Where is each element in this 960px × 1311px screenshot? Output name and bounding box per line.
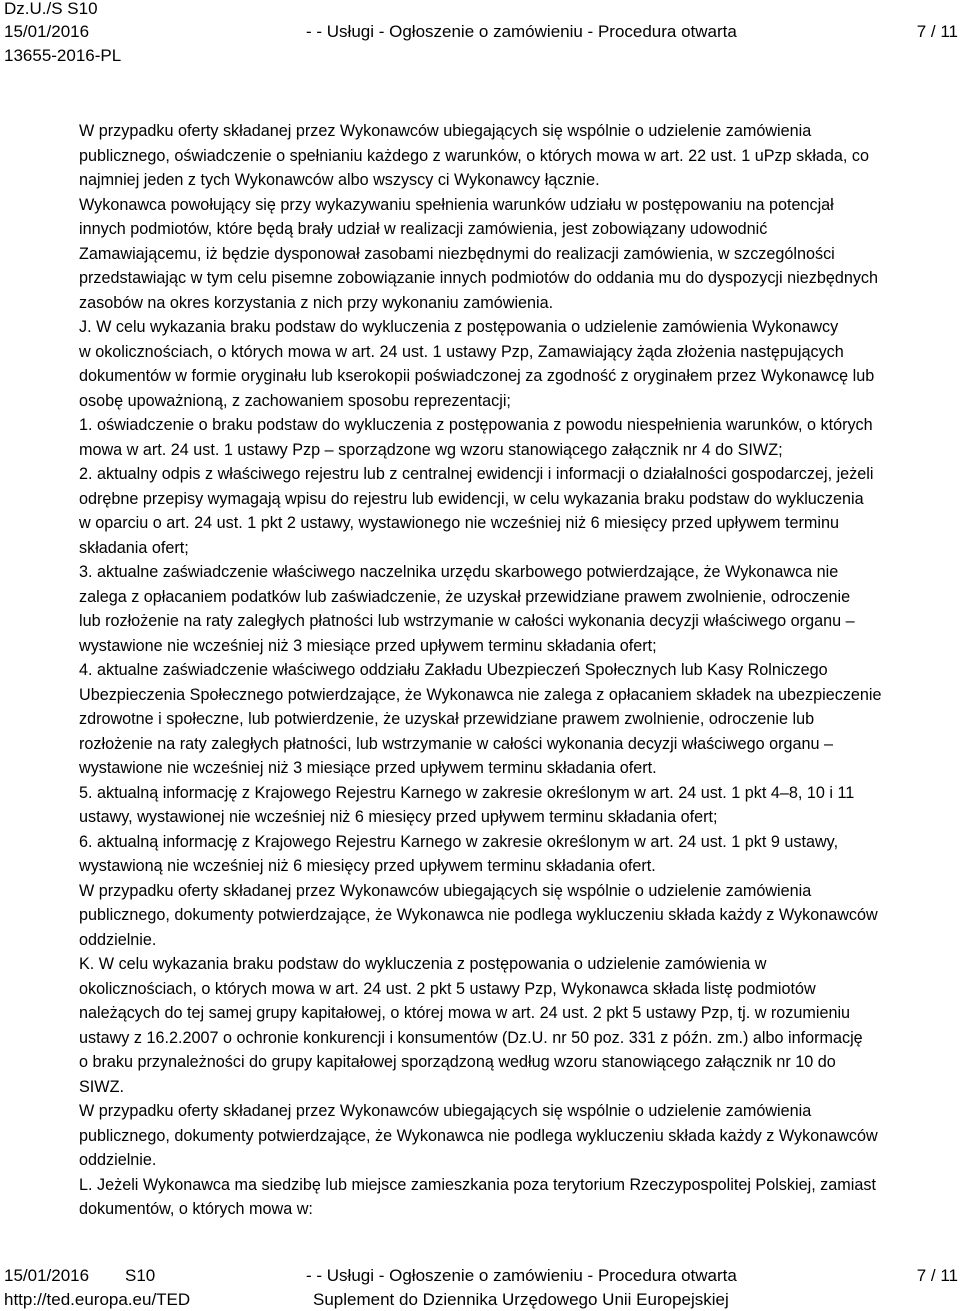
header-page-number: 7 / 11 [916, 22, 958, 41]
body-line: zdrowotne i społeczne, lub potwierdzenie, że uzyskał przewidziane prawem zwolnienie, odroczenie lub [79, 710, 815, 728]
body-line: wystawione nie wcześniej niż 3 miesiące przed upływem terminu składania ofert; [79, 636, 657, 655]
body-line: ustawy, wystawionej nie wcześniej niż 6 miesięcy przed upływem terminu składania ofert; [79, 808, 718, 826]
body-line: oddzielnie. [79, 1151, 157, 1169]
body-line: oddzielnie. [79, 930, 157, 949]
footer-page-number: 7 / 11 [916, 1266, 958, 1285]
body-line: zalega z opłacaniem podatków lub zaświadczenie, że uzyskał przewidziane prawem zwolnienie, odroczenie [79, 587, 851, 606]
body-line: Wykonawca powołujący się przy wykazywaniu spełnienia warunków udziału w postępowaniu na potencjał [79, 195, 834, 214]
body-line: W przypadku oferty składanej przez Wykonawców ubiegających się wspólnie o udzielenie zamówienia [79, 122, 812, 140]
footer-date: 15/01/2016 [4, 1266, 90, 1285]
body-line: 3. aktualne zaświadczenie właściwego naczelnika urzędu skarbowego potwierdzające, że Wykonawca nie [79, 563, 839, 581]
body-line: należących do tej samej grupy kapitałowej, o której mowa w art. 24 ust. 2 pkt 5 ustawy Pzp, tj. w rozumieniu [79, 1004, 851, 1022]
body-line: Zamawiającemu, iż będzie dysponował zasobami niezbędnymi do realizacji zamówienia, w szczególności [79, 244, 835, 263]
body-line: publicznego, dokumenty potwierdzające, że Wykonawca nie podlega wykluczeniu składa każdy z Wykonawców [79, 906, 878, 924]
body-line: 6. aktualną informację z Krajowego Rejestru Karnego w zakresie określonym w art. 24 ust. 1 pkt 9 ustawy, [79, 832, 839, 851]
body-line: 1. oświadczenie o braku podstaw do wykluczenia z postępowania z powodu niespełnienia warunków, o których [79, 416, 873, 434]
body-line: W przypadku oferty składanej przez Wykonawców ubiegających się wspólnie o udzielenie zamówienia [79, 1102, 812, 1120]
document-body [79, 119, 959, 1222]
body-line: lub rozłożenie na raty zaległych płatności lub wstrzymanie w całości wykonania decyzji właściwego organu – [79, 612, 855, 630]
body-line: rozłożenie na raty zaległych płatności, lub wstrzymanie w całości wykonania decyzji właściwego organu – [79, 734, 833, 753]
body-line: okolicznościach, o których mowa w art. 24 ust. 2 pkt 5 ustawy Pzp, Wykonawca składa listę podmiotów [79, 979, 816, 998]
body-line: J. W celu wykazania braku podstaw do wykluczenia z postępowania o udzielenie zamówienia Wykonawcy [79, 318, 839, 336]
body-line: W przypadku oferty składanej przez Wykonawców ubiegających się wspólnie o udzielenie zamówienia [79, 881, 812, 900]
body-line: w okolicznościach, o których mowa w art. 24 ust. 1 ustawy Pzp, Zamawiający żąda złożenia następujących [79, 342, 844, 361]
body-line: o braku przynależności do grupy kapitałowej sporządzoną według wzoru stanowiącego załącznik nr 10 do [79, 1053, 836, 1071]
body-line: K. W celu wykazania braku podstaw do wykluczenia z postępowania o udzielenie zamówienia w [79, 955, 767, 973]
body-line: zasobów na okres korzystania z nich przy wykonaniu zamówienia. [79, 293, 554, 312]
header-journal: Dz.U./S S10 [4, 0, 98, 18]
body-line: ustawy z 16.2.2007 o ochronie konkurencji i konsumentów (Dz.U. nr 50 poz. 331 z późn. zm.) albo informację [79, 1028, 863, 1047]
header-document-id: 13655-2016-PL [4, 46, 122, 65]
body-line: przedstawiając w tym celu pisemne zobowiązanie innych podmiotów do oddania mu do dyspozycji niezbędnych [79, 269, 879, 287]
body-line: Ubezpieczenia Społecznego potwierdzające, że Wykonawca nie zalega z opłacaniem składek na ubezpieczenie [79, 685, 882, 704]
body-line: składania ofert; [79, 538, 189, 557]
body-line: odrębne przepisy wymagają wpisu do rejestru lub ewidencji, w celu wykazania braku podstaw do wykluczenia [79, 489, 864, 508]
footer-url[interactable]: http://ted.europa.eu/TED [4, 1290, 191, 1309]
header-title: - - Usługi - Ogłoszenie o zamówieniu - Procedura otwarta [306, 22, 737, 41]
footer-title: - - Usługi - Ogłoszenie o zamówieniu - Procedura otwarta [306, 1266, 737, 1285]
body-line: 5. aktualną informację z Krajowego Rejestru Karnego w zakresie określonym w art. 24 ust. 1 pkt 4–8, 10 i 11 [79, 783, 855, 802]
body-line: najmniej jeden z tych Wykonawców albo wszyscy ci Wykonawcy łącznie. [79, 171, 600, 189]
body-line: w oparciu o art. 24 ust. 1 pkt 2 ustawy, wystawionego nie wcześniej niż 6 miesięcy przed upływem terminu [79, 514, 839, 532]
body-line: mowa w art. 24 ust. 1 ustawy Pzp – sporządzone wg wzoru stanowiącego załącznik nr 4 do SIWZ; [79, 440, 783, 459]
body-line: L. Jeżeli Wykonawca ma siedzibę lub miejsce zamieszkania poza terytorium Rzeczypospolitej Polskiej, zamiast [79, 1175, 876, 1194]
header-date: 15/01/2016 [4, 22, 90, 41]
body-line: 4. aktualne zaświadczenie właściwego oddziału Zakładu Ubezpieczeń Społecznych lub Kasy Rolniczego [79, 661, 828, 679]
footer-series: S10 [125, 1266, 156, 1285]
footer-supplement: Suplement do Dziennika Urzędowego Unii Europejskiej [313, 1290, 729, 1309]
body-line: innych podmiotów, które będą brały udział w realizacji zamówienia, jest zobowiązany udowodnić [79, 220, 768, 238]
body-line: dokumentów, o których mowa w: [79, 1200, 313, 1218]
body-line: wystawione nie wcześniej niż 3 miesiące przed upływem terminu składania ofert. [79, 759, 657, 777]
body-line: 2. aktualny odpis z właściwego rejestru lub z centralnej ewidencji i informacji o działalności gospodarczej, jeżeli [79, 465, 874, 483]
body-line: wystawioną nie wcześniej niż 6 miesięcy przed upływem terminu składania ofert. [79, 857, 656, 875]
body-line: osobę upoważnioną, z zachowaniem sposobu reprezentacji; [79, 391, 511, 410]
body-line: publicznego, oświadczenie o spełnianiu każdego z warunków, o których mowa w art. 22 ust. 1 uPzp składa, co [79, 146, 870, 165]
body-line: publicznego, dokumenty potwierdzające, że Wykonawca nie podlega wykluczeniu składa każdy z Wykonawców [79, 1126, 878, 1145]
body-line: dokumentów w formie oryginału lub kserokopii poświadczonej za zgodność z oryginałem przez Wykonawcę lub [79, 367, 875, 385]
body-line: SIWZ. [79, 1077, 124, 1096]
